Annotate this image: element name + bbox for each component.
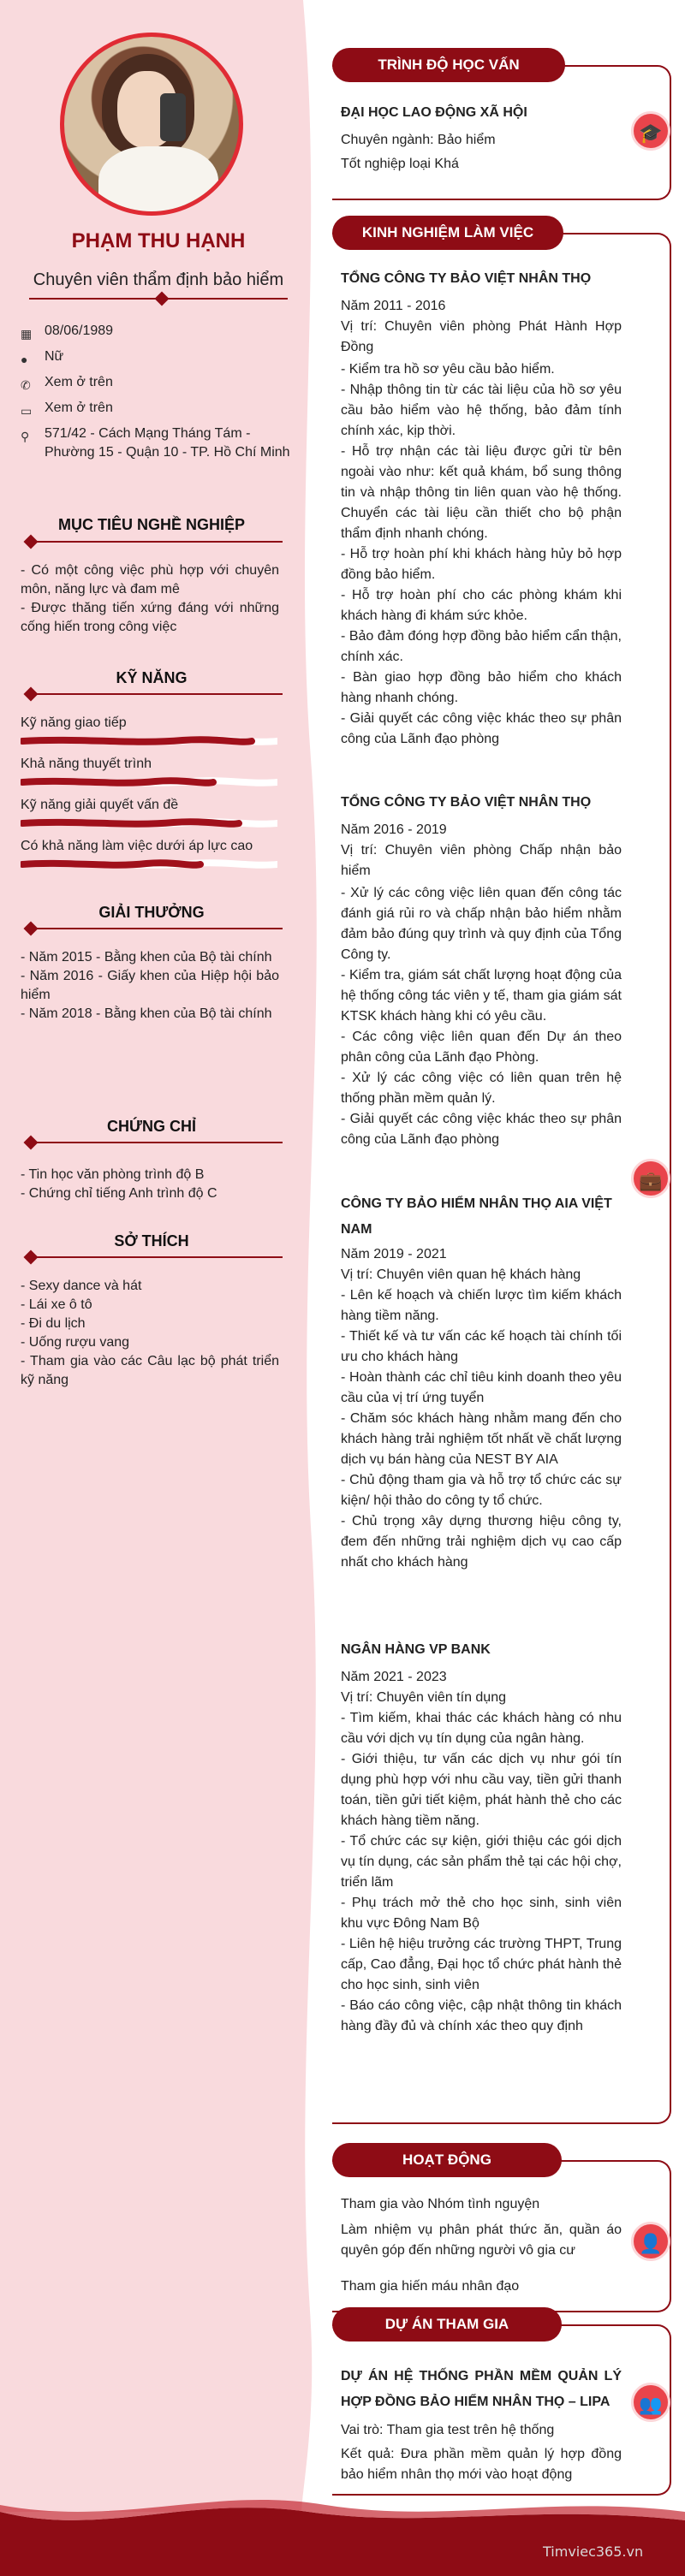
education-major: Chuyên ngành: Bảo hiểm: [341, 133, 496, 147]
profile-title: Chuyên viên thẩm định bảo hiểm: [33, 270, 284, 289]
calendar-icon: ▦: [21, 327, 33, 341]
job-period: Năm 2021 - 2023: [341, 1670, 447, 1684]
group-icon: 👥: [631, 2383, 670, 2422]
hobbies-title: SỞ THÍCH: [114, 1232, 189, 1249]
job-position: Vị trí: Chuyên viên quan hệ khách hàng: [341, 1267, 581, 1282]
job-company: TỔNG CÔNG TY BẢO VIỆT NHÂN THỌ: [341, 795, 592, 810]
person-icon: 👤: [631, 2222, 670, 2261]
profile-name: PHẠM THU HẠNH: [71, 229, 246, 252]
certificates-text: - Tin học văn phòng trình độ B - Chứng chỉ tiếng Anh trình độ C: [21, 1167, 217, 1201]
job-company: NGÂN HÀNG VP BANK: [341, 1642, 491, 1657]
job-description: - Tìm kiếm, khai thác các khách hàng có nhu cầu với dịch vụ tín dụng của ngân hàng. - Giới thiệu, tư vấn các dịch vụ như gói tín dụng phù hợp với nhu cầu vay, tiền gửi thanh toán, tiền gửi tiết kiệm, phát hành thẻ cho các khách hàng tiềm năng. - Tổ chức các sự kiện, giới thiệu các gói dịch vụ tín dụng, các sản phẩm thẻ tại các hội chợ, triển lãm - Phụ trách mở thẻ cho học sinh, sinh viên khu vực Đông Nam Bộ - Liên hệ hiệu trưởng các trường THPT, Trung cấp, Cao đẳng, Đại học tổ chức phát hành thẻ cho học sinh, sinh viên - Báo cáo công việc, cập nhật thông tin khách hàng đầy đủ và chính xác theo quy định: [341, 1711, 622, 2033]
address-text: 571/42 - Cách Mạng Tháng Tám - Phường 15 - Quận 10 - TP. Hồ Chí Minh: [45, 426, 290, 460]
project-role: Vai trò: Tham gia test trên hệ thống: [341, 2423, 555, 2437]
activity-line: Tham gia vào Nhóm tình nguyện: [341, 2197, 540, 2211]
objective-title: MỤC TIÊU NGHỀ NGHIỆP: [57, 516, 245, 533]
job-position: Vị trí: Chuyên viên tín dụng: [341, 1690, 506, 1705]
job-position: Vị trí: Chuyên viên phòng Chấp nhận bảo hiểm: [341, 843, 622, 878]
objective-text: - Có một công việc phù hợp với chuyên môn, năng lực và đam mê - Được thăng tiến xứng đáng với những cống hiến trong công việc: [21, 563, 279, 634]
birthday-text: 08/06/1989: [45, 323, 114, 338]
job-period: Năm 2011 - 2016: [341, 299, 446, 313]
experience-title: KINH NGHIỆM LÀM VIỆC: [332, 216, 563, 250]
map-pin-icon: ⚲: [21, 430, 30, 443]
activity-line: Tham gia hiến máu nhân đạo: [341, 2279, 520, 2294]
skill-label: Kỹ năng giao tiếp: [21, 715, 127, 730]
education-title: TRÌNH ĐỘ HỌC VẤN: [332, 48, 565, 82]
job-position: Vị trí: Chuyên viên phòng Phát Hành Hợp Đồng: [341, 319, 622, 354]
job-description: - Xử lý các công việc liên quan đến công tác đánh giá rủi ro và chấp nhận bảo hiểm nhằm đảm bảo đúng quy trình và quy định của Tổng Công ty. - Kiểm tra, giám sát chất lượng hoạt động của hệ thống công tác viên y tế, tham gia giám sát KTSK khách hàng khi có yêu cầu. - Các công việc liên quan đến Dự án theo phân công của Lãnh đạo Phòng. - Xử lý các công việc có liên quan trên hệ thống phần mềm quản lý. - Giải quyết các công việc khác theo sự phân công của Lãnh đạo phòng: [341, 886, 622, 1147]
hobbies-text: - Sexy dance và hát - Lái xe ô tô - Đi du lịch - Uống rượu vang - Tham gia vào các Câu lạc bộ phát triển kỹ năng: [21, 1279, 279, 1387]
activities-title: HOẠT ĐỘNG: [332, 2143, 562, 2177]
skill-label: Kỹ năng giải quyết vấn đề: [21, 798, 179, 812]
footer-wave: [0, 2486, 685, 2576]
job-description: - Lên kế hoạch và chiến lược tìm kiếm khách hàng tiềm năng. - Thiết kế và tư vấn các kế hoạch tài chính tối ưu cho khách hàng - Hoàn thành các chỉ tiêu kinh doanh theo yêu cầu của vị trí ứng tuyển - Chăm sóc khách hàng nhằm mang đến cho khách hàng trải nghiệm tốt nhất về chất lượng dịch vụ bán hàng của NEST BY AIA - Chủ động tham gia và hỗ trợ tổ chức các sự kiện/ hội thảo do công ty tổ chức. - Chủ trọng xây dựng thương hiệu công ty, đem đến những trải nghiệm dịch vụ cao cấp nhất cho khách hàng: [341, 1288, 622, 1570]
envelope-icon: ▭: [21, 404, 33, 418]
email-text: Xem ở trên: [45, 401, 113, 415]
skill-bar-fill: [22, 822, 239, 824]
hobbies-divider: [29, 1256, 283, 1258]
job-period: Năm 2019 - 2021: [341, 1247, 447, 1261]
activity-line: Làm nhiệm vụ phân phát thức ăn, quần áo quyên góp đến những người vô gia cư: [341, 2223, 622, 2258]
skill-bar: [21, 777, 277, 787]
phone-icon: ✆: [21, 378, 31, 392]
job-company: TỔNG CÔNG TY BẢO VIỆT NHÂN THỌ: [341, 271, 592, 286]
certificates-title: CHỨNG CHỈ: [107, 1118, 196, 1135]
avatar: [60, 33, 243, 216]
skill-bar-fill: [22, 781, 213, 783]
sidebar-wave-edge: [291, 0, 325, 2512]
skills-divider: [29, 693, 283, 695]
skill-bar: [21, 736, 277, 746]
certificates-divider: [29, 1142, 283, 1143]
awards-text: - Năm 2015 - Bằng khen của Bộ tài chính - Năm 2016 - Giấy khen của Hiệp hội bảo hiểm - Năm 2018 - Bằng khen của Bộ tài chính: [21, 950, 279, 1021]
watermark: Timviec365.vn: [543, 2543, 644, 2560]
project-name: DỰ ÁN HỆ THỐNG PHẦN MỀM QUẢN LÝ HỢP ĐỒNG BẢO HIỂM NHÂN THỌ – LIPA: [341, 2369, 622, 2409]
project-result: Kết quả: Đưa phần mềm quản lý hợp đồng bảo hiểm nhân thọ mới vào hoạt động: [341, 2447, 622, 2482]
skill-bar-fill: [22, 739, 252, 742]
awards-title: GIẢI THƯỞNG: [98, 904, 205, 921]
briefcase-icon: 💼: [631, 1159, 670, 1198]
gender-text: Nữ: [45, 349, 64, 364]
education-school: ĐẠI HỌC LAO ĐỘNG XÃ HỘI: [341, 105, 527, 120]
skill-bar: [21, 859, 277, 870]
objective-divider: [29, 541, 283, 543]
skill-bar: [21, 818, 277, 828]
user-icon: ●: [21, 353, 28, 366]
job-description: - Kiểm tra hồ sơ yêu cầu bảo hiểm. - Nhập thông tin từ các tài liệu của hồ sơ yêu cầu bảo hiểm vào hệ thống, bảo đảm tính chính xác, kịp thời. - Hỗ trợ nhận các tài liệu được gửi từ bên ngoài vào như: kết quả khám, bổ sung thông tin và nhập thông tin liên quan vào hệ thống. Chuyển các tài liệu cần thiết cho bộ phận thẩm định nhanh chóng. - Hỗ trợ hoàn phí khi khách hàng hủy bỏ hợp đồng bảo hiểm. - Hỗ trợ hoàn phí cho các phòng khám khi khách hàng đi khám sức khỏe. - Bảo đảm đóng hợp đồng bảo hiểm cẩn thận, chính xác. - Bàn giao hợp đồng bảo hiểm cho khách hàng nhanh chóng. - Giải quyết các công việc khác theo sự phân công của Lãnh đạo phòng: [341, 362, 622, 746]
skill-label: Có khả năng làm việc dưới áp lực cao: [21, 839, 253, 853]
skills-title: KỸ NĂNG: [116, 669, 188, 686]
graduation-cap-icon: 🎓: [631, 111, 670, 151]
job-period: Năm 2016 - 2019: [341, 822, 447, 837]
skill-label: Khả năng thuyết trình: [21, 757, 152, 771]
phone-text: Xem ở trên: [45, 375, 113, 389]
projects-title: DỰ ÁN THAM GIA: [332, 2307, 562, 2342]
education-grade: Tốt nghiệp loại Khá: [341, 157, 459, 171]
job-company: CÔNG TY BẢO HIỂM NHÂN THỌ AIA VIỆT NAM: [341, 1196, 612, 1237]
skill-bar-fill: [22, 863, 200, 865]
awards-divider: [29, 928, 283, 929]
